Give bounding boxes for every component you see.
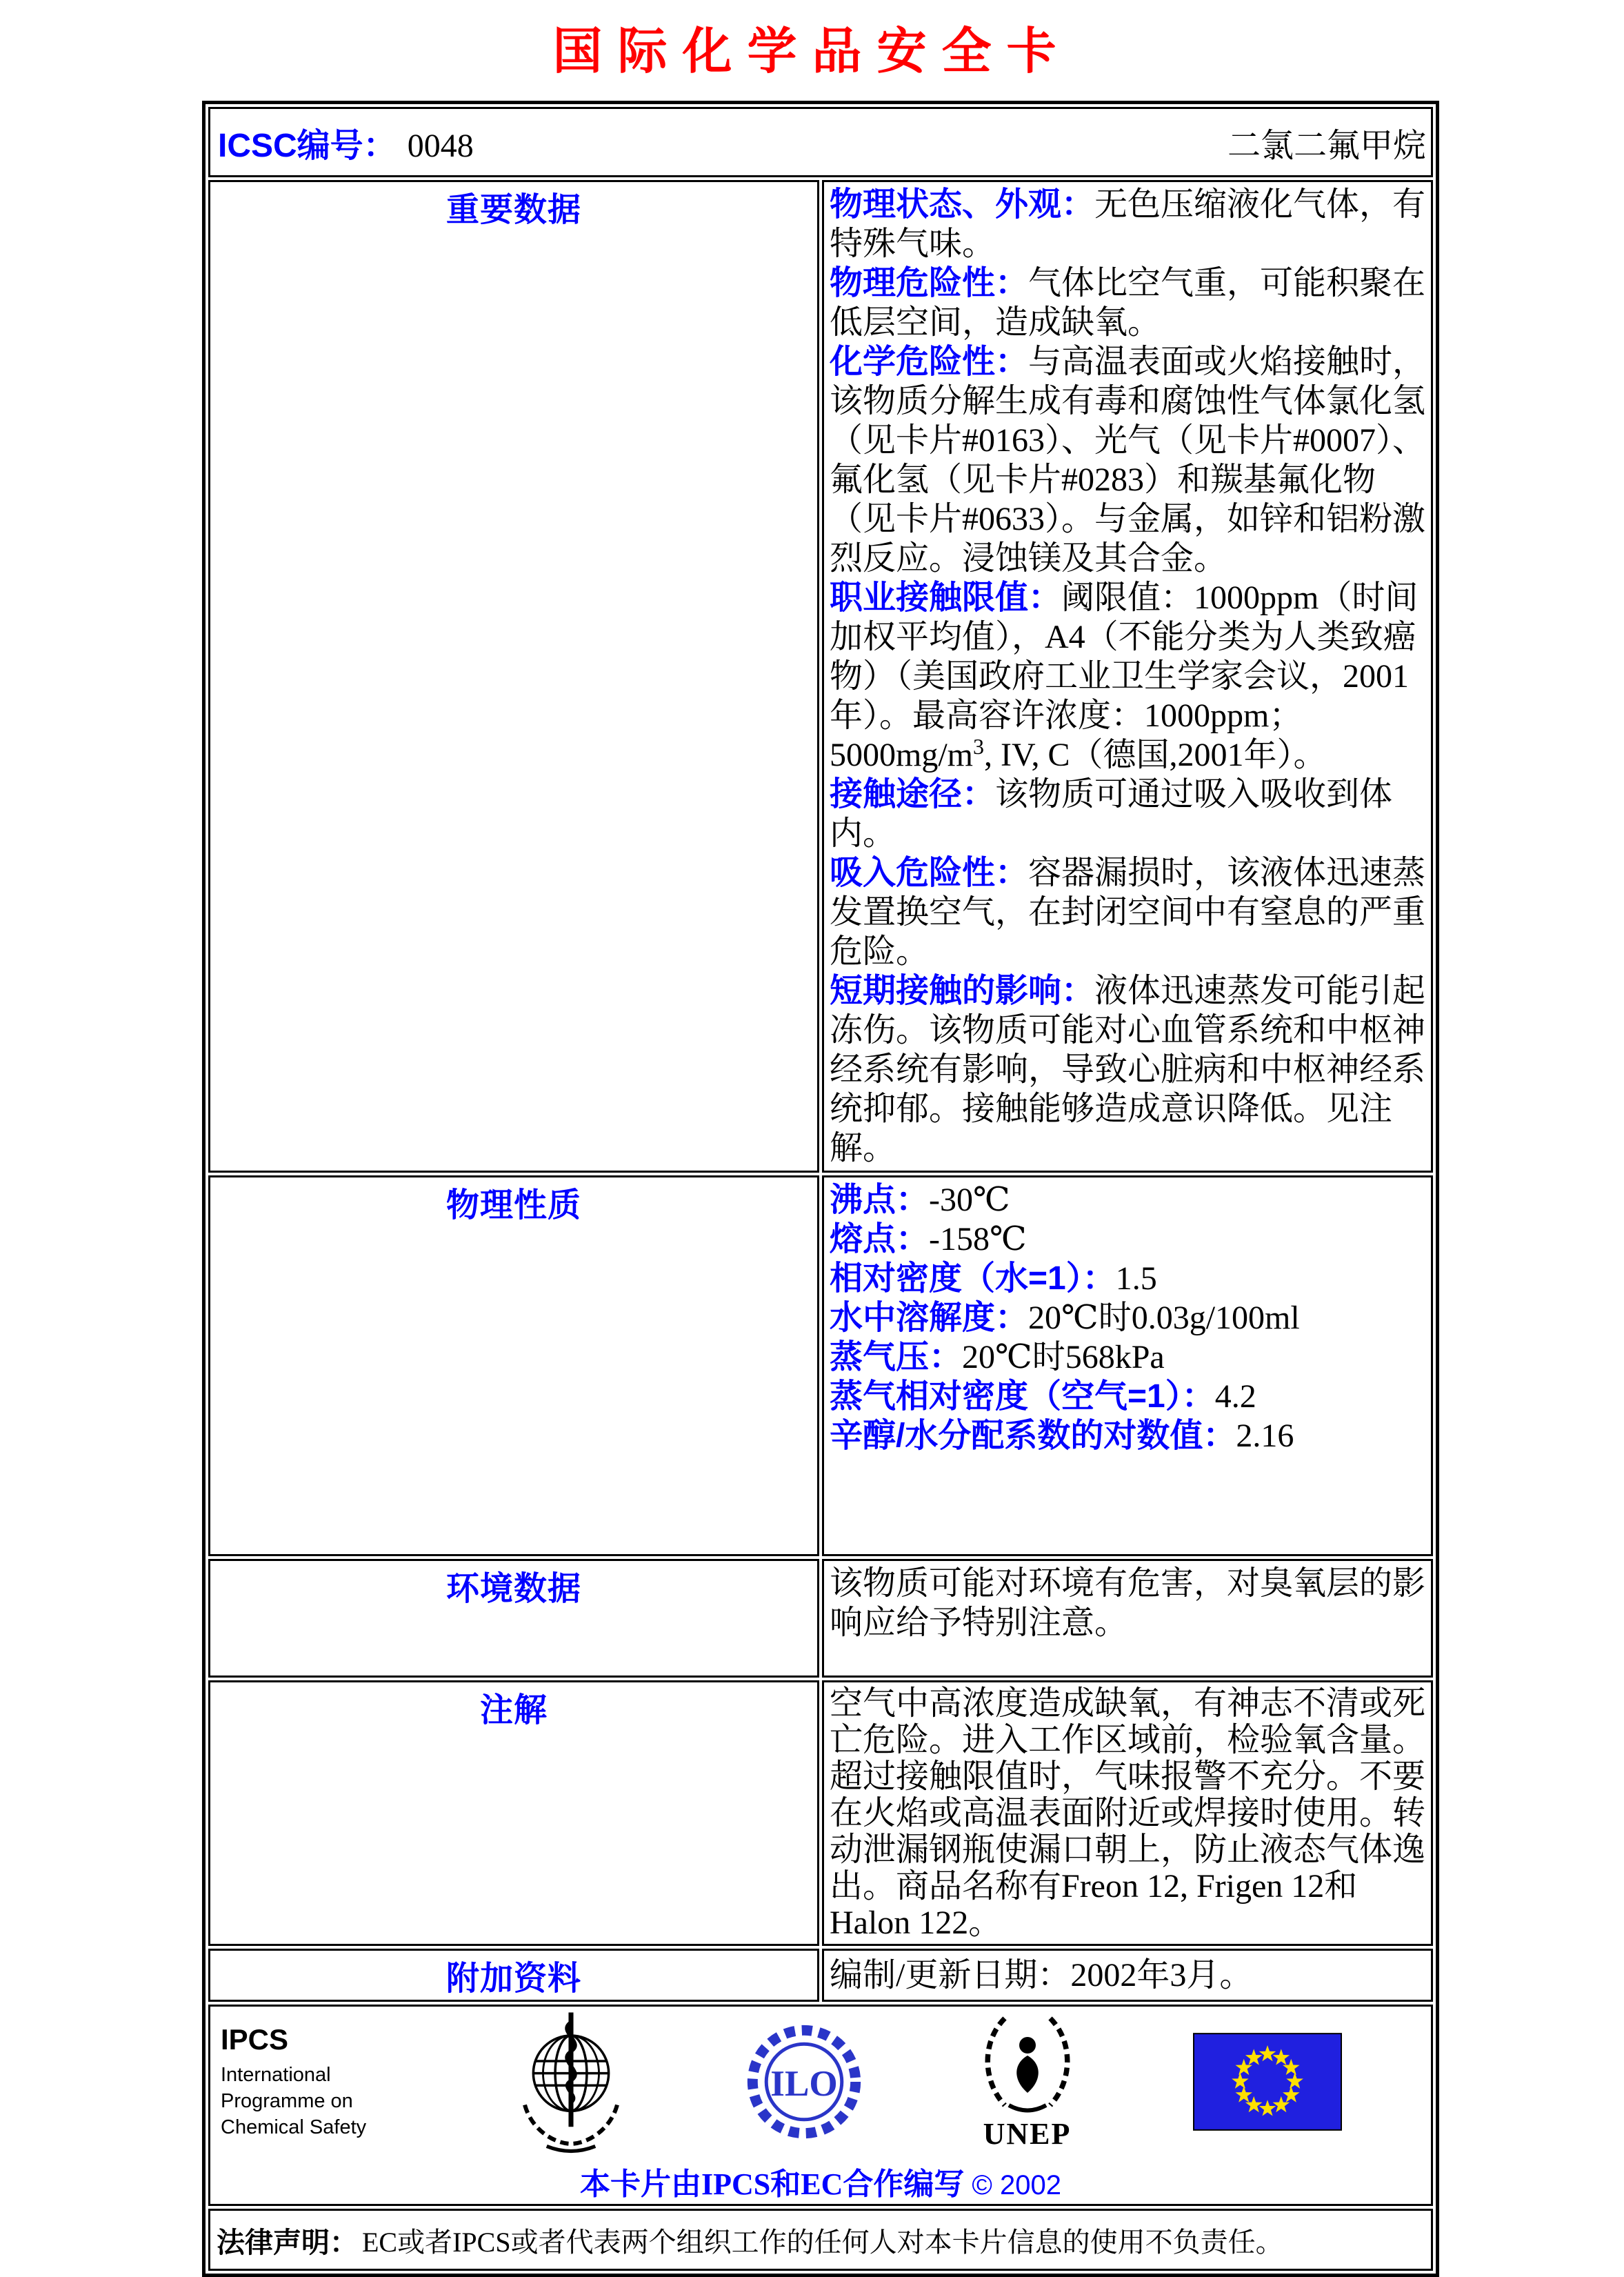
field-text: 该物质可通过吸入吸收到体内。 xyxy=(830,776,1393,852)
property-value: 20℃时568kPa xyxy=(962,1339,1165,1375)
field-text: 气体比空气重，可能积聚在低层空间，造成缺氧。 xyxy=(830,265,1426,341)
field-label: 吸入危险性： xyxy=(830,855,1029,891)
eu-flag-icon xyxy=(1193,2033,1342,2131)
chemical-name: 二氯二氟甲烷 xyxy=(1227,127,1426,164)
ipcs-text-block xyxy=(221,2023,394,2140)
logo-strip xyxy=(211,2007,1430,2149)
property-value: 1.5 xyxy=(1115,1260,1157,1297)
header-row xyxy=(208,107,1433,177)
unep-logo-block xyxy=(976,2012,1079,2151)
unep-wordmark: UNEP xyxy=(983,2117,1072,2151)
important-item xyxy=(830,971,1427,1168)
legal-row xyxy=(208,2209,1433,2271)
superscript-3: 3 xyxy=(973,734,985,759)
property-line xyxy=(830,1298,1427,1338)
important-item xyxy=(830,578,1427,775)
additional-info-content: 编制/更新日期：2002年3月。 xyxy=(822,1949,1433,2002)
property-label: 水中溶解度： xyxy=(830,1300,1029,1336)
environment-data-content: 该物质可能对环境有危害，对臭氧层的影响应给予特别注意。 xyxy=(822,1559,1433,1678)
physical-properties-row xyxy=(208,1175,1433,1556)
property-value: 2.16 xyxy=(1236,1418,1294,1454)
field-text: 容器漏损时，该液体迅速蒸发置换空气，在封闭空间中有窒息的严重危险。 xyxy=(830,855,1426,970)
property-line xyxy=(830,1220,1427,1259)
important-data-row-label: 重要数据 xyxy=(208,180,819,1173)
icsc-number-label: ICSC编号： xyxy=(218,127,397,164)
ipcs-subtitle-line: Chemical Safety xyxy=(221,2116,367,2138)
physical-properties-row-label: 物理性质 xyxy=(208,1175,819,1556)
field-label: 接触途径： xyxy=(830,776,996,813)
unep-logo-icon xyxy=(976,2012,1079,2116)
property-value: 20℃时0.03g/100ml xyxy=(1028,1300,1300,1336)
legal-notice xyxy=(211,2211,1430,2268)
environment-data-row-label: 环境数据 xyxy=(208,1559,819,1678)
field-text: 无色压缩液化气体，有特殊气味。 xyxy=(830,186,1426,262)
field-text: 阈限值：1000ppm（时间加权平均值），A4（不能分类为人类致癌物）（美国政府工业卫生学家会议，2001年）。最高容许浓度：1000ppm；5000mg/m xyxy=(830,579,1419,773)
field-label: 物理危险性： xyxy=(830,265,1029,301)
property-label: 辛醇/水分配系数的对数值： xyxy=(830,1418,1236,1454)
important-item xyxy=(830,185,1427,264)
page-title: 国际化学品安全卡 xyxy=(552,24,1072,79)
property-label: 相对密度（水=1）： xyxy=(830,1260,1116,1297)
ilo-logo-text: ILO xyxy=(770,2063,838,2104)
property-line xyxy=(830,1338,1427,1377)
ilo-logo-icon xyxy=(747,2014,861,2149)
field-text: 与高温表面或火焰接触时，该物质分解生成有毒和腐蚀性气体氯化氢（见卡片#0163）、光气（见卡片#0007）、氟化氢（见卡片#0283）和羰基氟化物（见卡片#0633）。与金属，如锌和铝粉激烈反应。浸蚀镁及其合金。 xyxy=(830,344,1426,577)
icsc-number-value: 0048 xyxy=(407,127,474,164)
field-label: 物理状态、外观： xyxy=(830,186,1095,223)
safety-card-table xyxy=(202,101,1439,2277)
additional-info-row xyxy=(208,1949,1433,2002)
ipcs-subtitle-line: Programme on xyxy=(221,2090,353,2112)
important-data-row xyxy=(208,180,1433,1173)
field-text: 液体迅速蒸发可能引起冻伤。该物质可能对心血管系统和中枢神经系统有影响，导致心脏病和中枢神经系统抑郁。接触能够造成意识降低。见注解。 xyxy=(830,973,1426,1166)
ipcs-subtitle-line: International xyxy=(221,2064,331,2086)
property-label: 蒸气压： xyxy=(830,1339,963,1375)
ipcs-title: IPCS xyxy=(221,2023,289,2056)
important-item xyxy=(830,264,1427,342)
notes-row xyxy=(208,1680,1433,1946)
property-line xyxy=(830,1416,1427,1455)
important-data-content xyxy=(822,180,1433,1173)
legal-label: 法律声明： xyxy=(217,2226,358,2258)
property-line xyxy=(830,1259,1427,1298)
important-item xyxy=(830,775,1427,853)
cooperation-caption xyxy=(211,2159,1430,2203)
important-item xyxy=(830,853,1427,971)
icsc-number-group xyxy=(218,119,474,166)
who-logo-icon xyxy=(509,2010,633,2154)
copyright-text: © 2002 xyxy=(972,2170,1061,2200)
physical-properties-content xyxy=(822,1175,1433,1556)
field-text: , IV, C（德国,2001年）。 xyxy=(984,737,1327,773)
additional-info-row-label: 附加资料 xyxy=(208,1949,819,2002)
caption-text: 本卡片由IPCS和EC合作编写 xyxy=(580,2167,965,2201)
field-label: 职业接触限值： xyxy=(830,579,1062,616)
property-label: 熔点： xyxy=(830,1221,930,1257)
property-label: 蒸气相对密度（空气=1）： xyxy=(830,1378,1215,1415)
property-value: -158℃ xyxy=(929,1221,1027,1257)
property-label: 沸点： xyxy=(830,1182,930,1218)
property-value: 4.2 xyxy=(1214,1378,1256,1415)
property-value: -30℃ xyxy=(929,1182,1010,1218)
environment-data-row xyxy=(208,1559,1433,1678)
important-item xyxy=(830,342,1427,578)
property-line xyxy=(830,1377,1427,1416)
card-header xyxy=(211,110,1430,175)
property-line xyxy=(830,1180,1427,1220)
notes-row-label: 注解 xyxy=(208,1680,819,1946)
field-label: 短期接触的影响： xyxy=(830,973,1095,1009)
legal-text: EC或者IPCS或者代表两个组织工作的任何人对本卡片信息的使用不负责任。 xyxy=(362,2226,1283,2258)
logos-row xyxy=(208,2005,1433,2206)
notes-content: 空气中高浓度造成缺氧，有神志不清或死亡危险。进入工作区域前，检验氧含量。超过接触限值时，气味报警不充分。不要在火焰或高温表面附近或焊接时使用。转动泄漏钢瓶使漏口朝上，防止液态气体逸出。商品名称有Freon 12, Frigen 12和 Halon 122。 xyxy=(822,1680,1433,1946)
field-label: 化学危险性： xyxy=(830,344,1029,380)
